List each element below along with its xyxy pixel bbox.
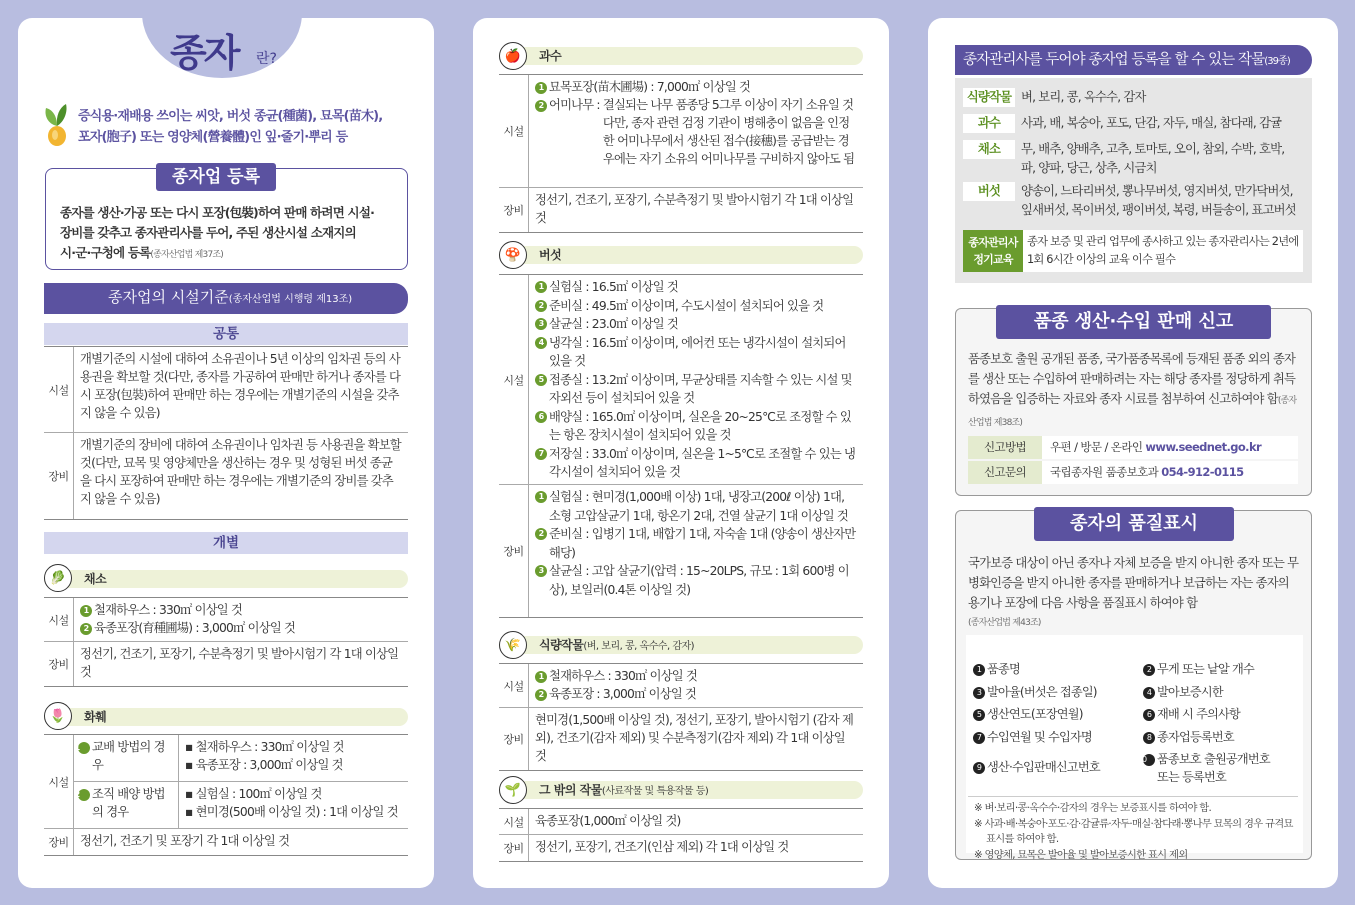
other-crops-table	[499, 808, 863, 862]
page-title: 종자	[170, 31, 238, 75]
crop-row-fruit: 과수 사과, 배, 복숭아, 포도, 단감, 자두, 매실, 참다래, 감귤	[963, 114, 1303, 133]
panel-management	[928, 18, 1338, 888]
registration-text: 종자를 생산·가공 또는 다시 포장(包裝)하여 판매 하려면 시설· 장비를 갖추고 종자관리사를 두어, 주된 생산시설 소재지의 시·군·구청에 등록(종자산업법 제37조)	[60, 205, 375, 260]
category-mushroom: 버섯	[499, 246, 863, 264]
table-row: 장비 현미경(1,500배 이상일 것), 정선기, 포장기, 발아시험기 (감자 제외), 건조기(감자 제외) 및 수분측정기(감자 제외) 각 1대 이상일 것	[499, 708, 863, 770]
report-box	[955, 308, 1312, 496]
page-title-suffix: 란?	[256, 51, 277, 67]
flower-icon: 🌷	[44, 702, 72, 730]
category-other-crops: 그 밖의 작물(사료작물 및 특용작물 등)	[499, 781, 863, 799]
grain-icon: 🌾	[499, 631, 527, 659]
table-row: 시설 육종포장(1,000㎡ 이상일 것)	[499, 809, 863, 835]
apple-icon: 🍎	[499, 42, 527, 70]
sprout-icon	[42, 100, 72, 148]
table-row: 시설 1 철재하우스 : 330㎡ 이상일 것 2 육종포장 : 3,000㎡ 이상일 것	[499, 664, 863, 708]
table-row: 장비 정선기, 건조기, 포장기, 수분측정기 및 발아시험기 각 1대 이상일 것	[499, 188, 863, 232]
table-row: 시설 개별기준의 시설에 대하여 소유권이나 5년 이상의 임차권 등의 사용권을 확보할 것(다만, 종자를 가공하여 판매만 하거나 종자를 다시 포장(包裝)하여 판매만 하는 경우에는 개별기준의 시설을 갖추지 않을 수 있음)	[44, 347, 408, 433]
quality-title: 종자의 품질표시	[1034, 507, 1234, 541]
phone-number: 054-912-0115	[1161, 465, 1244, 479]
category-food-crops: 식량작물(벼, 보리, 콩, 옥수수, 감자)	[499, 636, 863, 654]
education-row: 종자관리사 정기교육 종자 보증 및 관리 업무에 종사하고 있는 종자관리사는 2년에 1회 6시간 이상의 교육 이수 필수	[963, 230, 1303, 272]
crop-row-food: 식량작물 벼, 보리, 콩, 옥수수, 감자	[963, 88, 1303, 107]
fruit-table	[499, 74, 863, 233]
panel-seed-definition	[18, 18, 434, 888]
table-row: 시설 1 묘목포장(苗木圃場) : 7,000㎡ 이상일 것 2 어미나무 : 결실되는 나무 품종당 5그루 이상이 자기 소유일 것 다만, 종자 관련 검정 기관이 병해충이 없음을 인정한 어미나무에서 생산된 접수(接穗)를 공급받는 경우에는 자기 소유의 어미나무를 구비하지 않아도 됨	[499, 75, 863, 188]
category-fruit: 과수	[499, 47, 863, 65]
table-row: 시설 1 실험실 : 16.5㎡ 이상일 것 2 준비실 : 49.5㎡ 이상이며, 수도시설이 설치되어 있을 것 3 살균실 : 23.0㎡ 이상일 것 4 냉각실 : 16.5㎡ 이상이며, 에어컨 또는 냉각시설이 설치되어 있을 것 5 접종실 : 13.2㎡ 이상이며, 무균상태를 지속할 수 있는 시설 및 자외선 등이 설치되어 있을 것 6 배양실 : 165.0㎡ 이상이며, 실온을 20~25℃로 조정할 수 있는 항온 장치시설이 설치되어 있을 것 7 저장실 : 33.0㎡ 이상이며, 실온을 1~5℃로 조절할 수 있는 냉각시설이 설치되어 있을 것	[499, 275, 863, 485]
table-row: 장비 정선기, 포장기, 건조기(인삼 제외) 각 1대 이상일 것	[499, 835, 863, 861]
quality-notes: ※ 벼·보리·콩·옥수수·감자의 경우는 보증표시를 하여야 함. ※ 사과·배·복숭아·포도·감·감귤류·자두·매실·참다래·뽕나무 묘목의 경우 규격묘 표시를 하여야 함. ※ 영양체, 묘목은 발아율 및 발아보증시한 표시 제외	[974, 802, 1293, 861]
ginseng-icon: 🌱	[499, 776, 527, 804]
common-subheader: 공통	[44, 323, 408, 345]
table-row: 시설 1 철재하우스 : 330㎡ 이상일 것 2 육종포장(育種圃場) : 3,000㎡ 이상일 것	[44, 598, 408, 642]
manager-crops-header: 종자관리사를 두어야 종자업 등록을 할 수 있는 작물(39종)	[955, 45, 1312, 75]
report-title: 품종 생산·수입 판매 신고	[996, 305, 1271, 339]
report-contacts: 신고방법 우편 / 방문 / 온라인 www.seednet.go.kr 신고문의 국립종자원 품종보호과 054-912-0115	[968, 436, 1298, 486]
flower-table	[44, 734, 408, 856]
vegetable-icon: 🥬	[44, 564, 72, 592]
crop-row-vegetable: 채소 무, 배추, 양배추, 고추, 토마토, 오이, 참외, 수박, 호박, 파, 양파, 당근, 상추, 시금치	[963, 140, 1303, 178]
registration-box	[45, 168, 408, 270]
common-table	[44, 346, 408, 520]
quality-items: 1 품종명 2 무게 또는 낱알 개수 3 발아율(버섯은 접종일) 4 발아보증시한 5 생산연도(포장연월) 6 재배 시 주의사항 7 수입연월 및 수입자명 8 종자업등록번호 9 생산·수입판매신고번호 10 품종보호 출원공개번호 또는 등록번호	[973, 658, 1303, 786]
table-row: 시설 1 교배 방법의 경우 ▪ 철재하우스 : 330㎡ 이상일 것 ▪ 육종포장 : 3,000㎡ 이상일 것 2 조직 배양 방법의 경우 ▪ 실험실 : 100㎡ 이상일 것 ▪ 현미경(500배 이상일 것) : 1대 이상일 것	[44, 735, 408, 829]
category-vegetable: 채소	[44, 570, 408, 588]
vegetable-table	[44, 597, 408, 687]
table-row: 장비 정선기, 건조기 및 포장기 각 1대 이상일 것	[44, 829, 408, 855]
seed-definition: 증식용·재배용 쓰이는 씨앗, 버섯 종균(種菌), 묘목(苗木), 포자(胞子) 또는 영양체(營養體)인 잎·줄기·뿌리 등	[78, 109, 383, 145]
individual-subheader: 개별	[44, 532, 408, 554]
manager-crops-box	[955, 78, 1312, 283]
registration-title: 종자업 등록	[156, 163, 276, 191]
table-row: 장비 개별기준의 장비에 대하여 소유권이나 임차권 등 사용권을 확보할 것(다만, 묘목 및 영양체만을 생산하는 경우 및 성형된 버섯 종균을 다시 포장하여 판매만 하는 경우에는 개별기준의 장비를 갖추지 않을 수 있음)	[44, 433, 408, 519]
report-text: 품종보호 출원 공개된 품종, 국가품종목록에 등재된 품종 외의 종자를 생산 또는 수입하여 판매하려는 자는 해당 종자를 정당하게 취득하였음을 입증하는 자료와 종자 시료를 첨부하여 신고하여야 함(종자산업법 제38조)	[968, 352, 1297, 428]
crop-row-mushroom: 버섯 양송이, 느타리버섯, 뽕나무버섯, 영지버섯, 만가닥버섯, 잎새버섯, 목이버섯, 팽이버섯, 복령, 버들송이, 표고버섯	[963, 182, 1303, 220]
facility-standard-header: 종자업의 시설기준(종자산업법 시행령 제13조)	[44, 283, 408, 314]
quality-text: 국가보증 대상이 아닌 종자나 자체 보증을 받지 아니한 종자 또는 무병화인증을 받지 아니한 종자를 판매하거나 보급하는 자는 종자의 용기나 포장에 다음 사항을 품질표시 하여야 함 (종자산업법 제43조)	[968, 556, 1299, 628]
panel-individual-standards	[473, 18, 889, 888]
table-row: 장비 1 실험실 : 현미경(1,000배 이상) 1대, 냉장고(200ℓ 이상) 1대, 소형 고압살균기 1대, 항온기 2대, 건열 살균기 1대 이상일 것 2 준비실 : 입병기 1대, 배합기 1대, 자숙솥 1대 (양송이 생산자만 해당) 3 살균실 : 고압 살균기(압력 : 15~20LPS, 규모 : 1회 600병 이상), 보일러(0.4톤 이상일 것)	[499, 485, 863, 617]
mushroom-icon: 🍄	[499, 241, 527, 269]
food-crops-table	[499, 663, 863, 771]
mushroom-table	[499, 274, 863, 618]
table-row: 장비 정선기, 건조기, 포장기, 수분측정기 및 발아시험기 각 1대 이상일 것	[44, 642, 408, 686]
category-flower: 화훼	[44, 708, 408, 726]
seednet-link[interactable]: www.seednet.go.kr	[1145, 440, 1262, 454]
